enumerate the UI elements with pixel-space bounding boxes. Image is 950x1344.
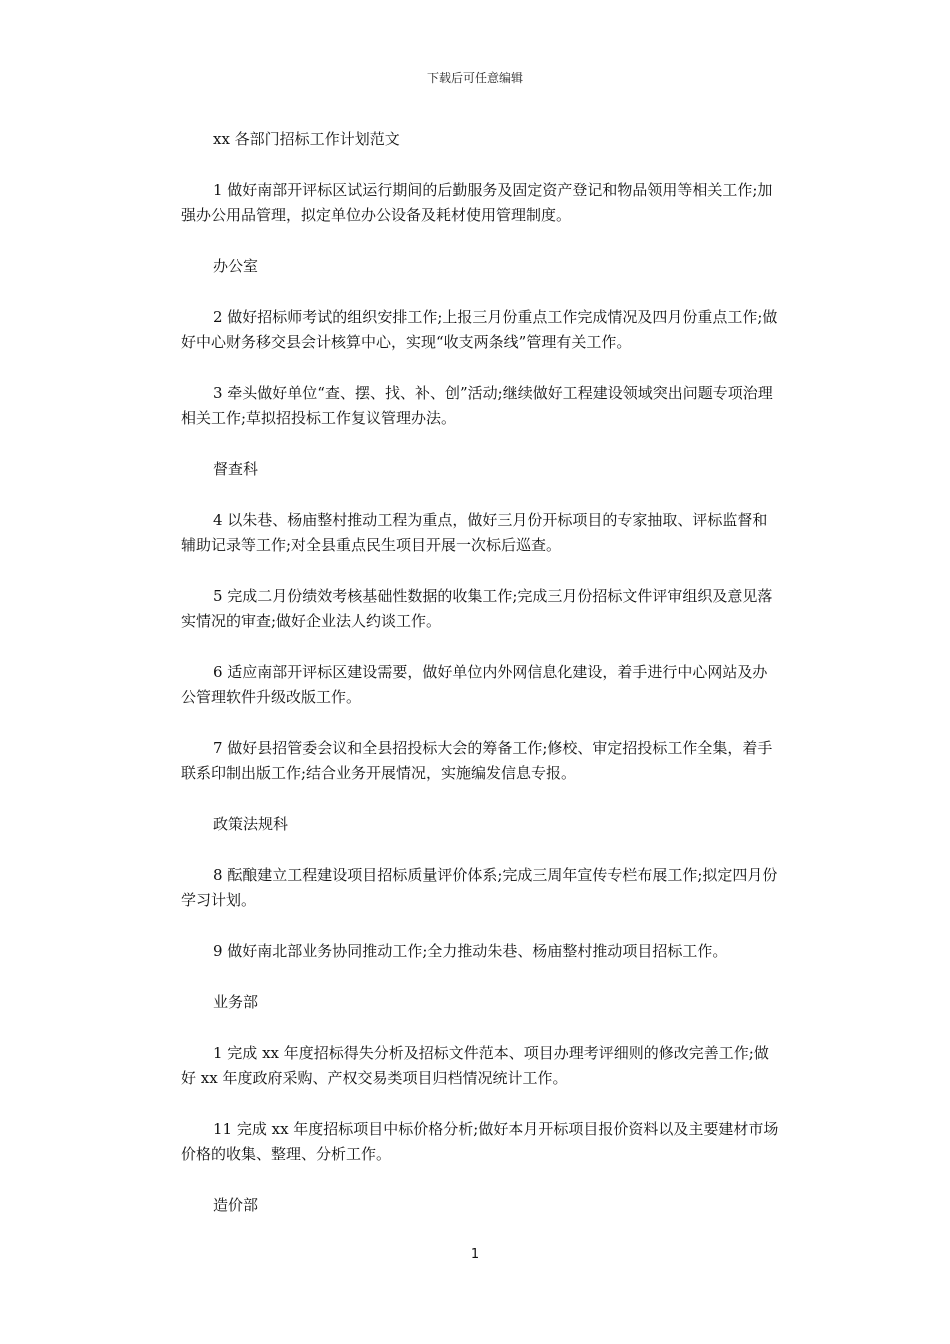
section-heading-policy: 政策法规科 [213, 815, 289, 833]
paragraph-item-3: 3 牵头做好单位“查、摆、找、补、创”活动;继续做好工程建设领域突出问题专项治理相关工作;草拟招投标工作复议管理办法。 [181, 384, 773, 427]
paragraph-item-9: 9 做好南北部业务协同推动工作;全力推动朱巷、杨庙整村推动项目招标工作。 [213, 942, 728, 960]
document-body [181, 127, 781, 1244]
paragraph-item-11: 11 完成 xx 年度招标项目中标价格分析;做好本月开标项目报价资料以及主要建材市场价格的收集、整理、分析工作。 [181, 1120, 779, 1163]
section-heading-business: 业务部 [213, 993, 259, 1011]
section-heading-supervision: 督查科 [213, 460, 259, 478]
paragraph-item-10: 1 完成 xx 年度招标得失分析及招标文件范本、项目办理考评细则的修改完善工作;做好 xx 年度政府采购、产权交易类项目归档情况统计工作。 [181, 1044, 769, 1087]
paragraph-item-6: 6 适应南部开评标区建设需要，做好单位内外网信息化建设，着手进行中心网站及办公管理软件升级改版工作。 [181, 663, 768, 706]
paragraph-item-2: 2 做好招标师考试的组织安排工作;上报三月份重点工作完成情况及四月份重点工作;做好中心财务移交县会计核算中心，实现“收支两条线”管理有关工作。 [181, 308, 778, 351]
document-title: xx 各部门招标工作计划范文 [213, 130, 400, 148]
download-note-header: 下载后可任意编辑 [426, 71, 523, 85]
page-number: 1 [470, 1247, 480, 1262]
paragraph-item-1: 1 做好南部开评标区试运行期间的后勤服务及固定资产登记和物品领用等相关工作;加强办公用品管理，拟定单位办公设备及耗材使用管理制度。 [181, 181, 773, 224]
section-heading-office: 办公室 [213, 257, 259, 275]
paragraph-item-4: 4 以朱巷、杨庙整村推动工程为重点，做好三月份开标项目的专家抽取、评标监督和辅助记录等工作;对全县重点民生项目开展一次标后巡查。 [181, 511, 768, 554]
paragraph-item-7: 7 做好县招管委会议和全县招投标大会的筹备工作;修校、审定招投标工作全集，着手联系印制出版工作;结合业务开展情况，实施编发信息专报。 [181, 739, 773, 782]
paragraph-item-8: 8 酝酿建立工程建设项目招标质量评价体系;完成三周年宣传专栏布展工作;拟定四月份学习计划。 [181, 866, 778, 909]
paragraph-item-5: 5 完成二月份绩效考核基础性数据的收集工作;完成三月份招标文件评审组织及意见落实情况的审查;做好企业法人约谈工作。 [181, 587, 773, 630]
section-heading-costing: 造价部 [213, 1196, 259, 1214]
